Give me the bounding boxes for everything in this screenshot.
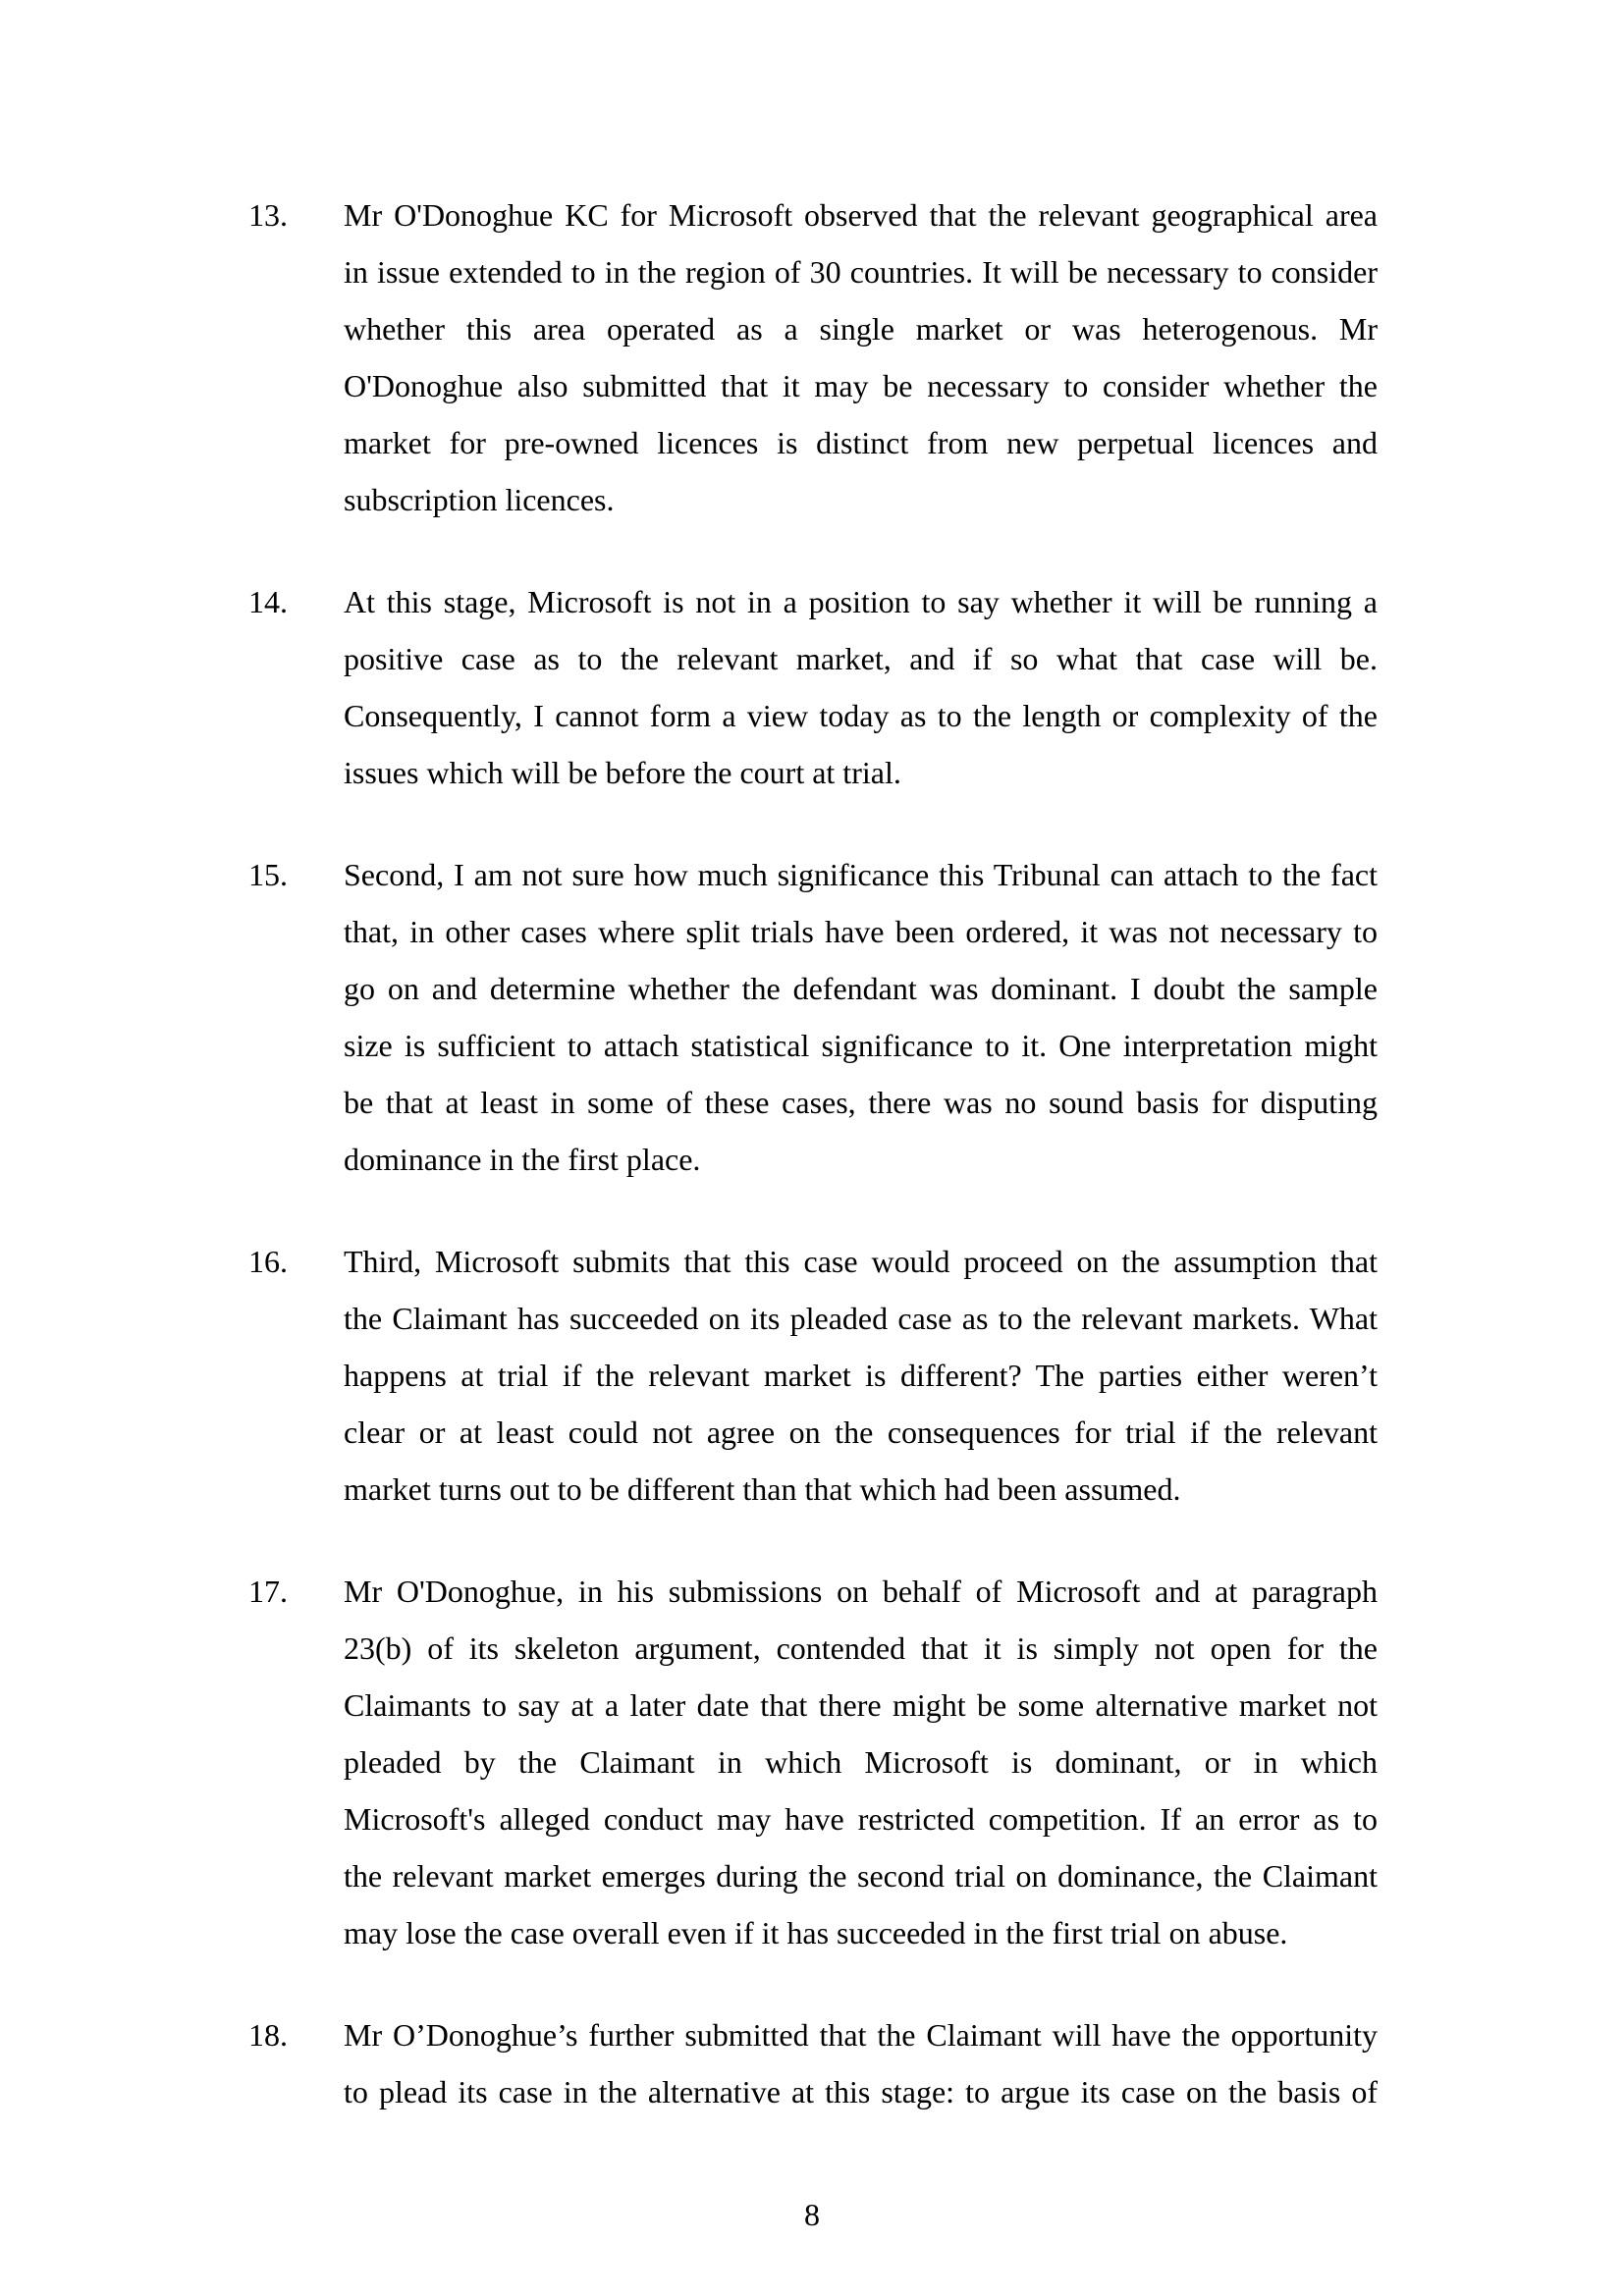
paragraph-line: be that at least in some of these cases, there was no sound basis for disputing (344, 1085, 1378, 1120)
paragraph-line: 23(b) of its skeleton argument, contended that it is simply not open for the (344, 1630, 1378, 1666)
paragraph-line: may lose the case overall even if it has succeeded in the first trial on abuse. (344, 1915, 1288, 1950)
paragraph-line: market turns out to be different than that which had been assumed. (344, 1471, 1181, 1507)
paragraph-line: go on and determine whether the defendant was dominant. I doubt the sample (344, 971, 1378, 1006)
paragraph-line: clear or at least could not agree on the consequences for trial if the relevant (344, 1415, 1378, 1450)
paragraph-number: 18. (248, 2017, 288, 2053)
paragraph-14 (248, 573, 1378, 801)
page-number: 8 (804, 2197, 820, 2232)
paragraph-17 (248, 1563, 1378, 1961)
paragraph-15 (248, 846, 1378, 1188)
paragraph-line: Third, Microsoft submits that this case would proceed on the assumption that (344, 1244, 1378, 1279)
paragraph-line: happens at trial if the relevant market is different? The parties either weren’t (344, 1358, 1378, 1393)
paragraph-18 (248, 2006, 1378, 2120)
paragraph-line: O'Donoghue also submitted that it may be necessary to consider whether the (344, 368, 1378, 403)
paragraph-number: 14. (248, 584, 288, 619)
paragraph-line: in issue extended to in the region of 30 countries. It will be necessary to consider (344, 254, 1378, 290)
paragraph-line: Mr O’Donoghue’s further submitted that the Claimant will have the opportunity (344, 2017, 1378, 2053)
paragraph-line: market for pre-owned licences is distinct from new perpetual licences and (344, 425, 1378, 460)
paragraph-line: whether this area operated as a single market or was heterogenous. Mr (344, 311, 1378, 347)
paragraph-number: 17. (248, 1574, 288, 1609)
paragraph-number: 13. (248, 197, 288, 233)
document-body (248, 187, 1378, 2165)
paragraph-line: Claimants to say at a later date that there might be some alternative market not (344, 1687, 1378, 1723)
paragraph-line: positive case as to the relevant market, and if so what that case will be. (344, 641, 1378, 676)
paragraph-line: Consequently, I cannot form a view today as to the length or complexity of the (344, 698, 1378, 733)
paragraph-line: the Claimant has succeeded on its pleaded case as to the relevant markets. What (344, 1301, 1378, 1336)
paragraph-line: dominance in the first place. (344, 1142, 701, 1177)
paragraph-line: Mr O'Donoghue KC for Microsoft observed that the relevant geographical area (344, 197, 1378, 233)
paragraph-number: 16. (248, 1244, 288, 1279)
paragraph-16 (248, 1233, 1378, 1518)
paragraph-line: subscription licences. (344, 482, 615, 517)
paragraph-line: Microsoft's alleged conduct may have restricted competition. If an error as to (344, 1801, 1378, 1837)
paragraph-13 (248, 187, 1378, 528)
paragraph-line: pleaded by the Claimant in which Microsoft is dominant, or in which (344, 1744, 1378, 1780)
paragraph-line: Mr O'Donoghue, in his submissions on behalf of Microsoft and at paragraph (344, 1574, 1378, 1609)
paragraph-line: to plead its case in the alternative at this stage: to argue its case on the basis of (344, 2074, 1378, 2109)
paragraph-line: At this stage, Microsoft is not in a position to say whether it will be running a (344, 584, 1378, 619)
paragraph-line: issues which will be before the court at trial. (344, 755, 901, 790)
paragraph-line: Second, I am not sure how much significance this Tribunal can attach to the fact (344, 857, 1378, 892)
paragraph-line: that, in other cases where split trials have been ordered, it was not necessary to (344, 914, 1378, 949)
paragraph-line: size is sufficient to attach statistical significance to it. One interpretation might (344, 1028, 1378, 1063)
paragraph-line: the relevant market emerges during the second trial on dominance, the Claimant (344, 1858, 1378, 1894)
paragraph-number: 15. (248, 857, 288, 892)
